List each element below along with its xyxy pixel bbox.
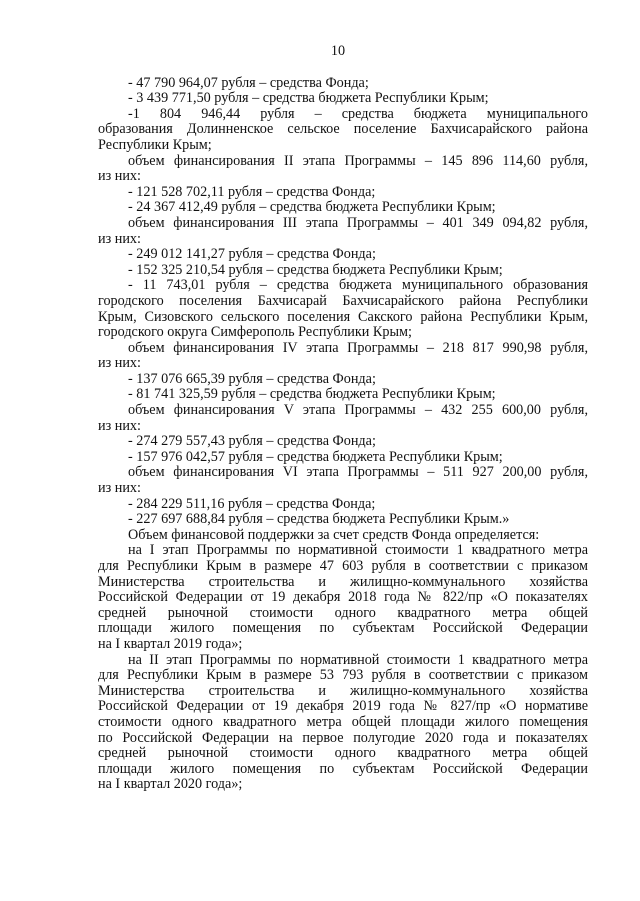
text-line: по Российской Федерации на первое полугодие 2020 года и показателях	[98, 729, 588, 746]
text-line: для Республики Крым в размере 47 603 рубля в соответствии с приказом	[98, 558, 588, 574]
text-line: образования Долинненское сельское поселение Бахчисарайского района	[98, 121, 588, 138]
body-text	[98, 76, 588, 793]
text-line: городского поселения Бахчисарай Бахчисарайского района Республики	[98, 292, 588, 309]
text-line: Министерства строительства и жилищно-коммунального хозяйства	[98, 573, 588, 590]
text-line: Российской Федерации от 19 декабря 2019 года № 827/пр «О нормативе	[98, 698, 588, 715]
text-line: - 137 076 665,39 рубля – средства Фонда;	[128, 370, 376, 387]
text-line: на I этап Программы по нормативной стоимости 1 квадратного метра	[128, 542, 588, 559]
text-line: - 284 229 511,16 рубля – средства Фонда;	[128, 495, 376, 512]
text-line: из них:	[98, 168, 141, 185]
text-line: -1 804 946,44 рубля – средства бюджета муниципального	[128, 105, 588, 122]
text-line: городского округа Симферополь Республики Крым;	[98, 324, 412, 341]
text-line: средней рыночной стоимости одного квадратного метра общей	[98, 604, 588, 621]
text-line: на I квартал 2019 года»;	[98, 635, 243, 652]
text-line: объем финансирования V этапа Программы – 432 255 600,00 рубля,	[128, 402, 588, 419]
text-line: из них:	[98, 230, 141, 247]
text-line: объем финансирования IV этапа Программы – 218 817 990,98 рубля,	[128, 339, 588, 356]
text-line: средней рыночной стоимости одного квадратного метра общей	[98, 745, 588, 762]
text-line: площади жилого помещения по субъектам Российской Федерации	[98, 620, 588, 637]
text-line: Республики Крым;	[98, 136, 212, 153]
text-line: стоимости одного квадратного метра общей площади жилого помещения	[98, 713, 588, 730]
page-number: 10	[330, 43, 346, 59]
text-line: из них:	[98, 480, 141, 497]
text-line: - 157 976 042,57 рубля – средства бюджета Республики Крым;	[128, 448, 503, 465]
text-line: - 24 367 412,49 рубля – средства бюджета Республики Крым;	[128, 199, 496, 216]
text-line: - 227 697 688,84 рубля – средства бюджета Республики Крым.»	[128, 511, 510, 528]
text-line: на I квартал 2020 года»;	[98, 776, 243, 793]
text-line: - 11 743,01 рубля – средства бюджета муниципального образования	[128, 277, 588, 294]
text-line: Крым, Сизовского сельского поселения Сакского района Республики Крым,	[98, 308, 588, 325]
text-line: площади жилого помещения по субъектам Российской Федерации	[98, 760, 588, 777]
text-line: - 274 279 557,43 рубля – средства Фонда;	[128, 433, 376, 450]
text-line: Российской Федерации от 19 декабря 2018 года № 822/пр «О показателях	[98, 589, 588, 606]
text-line: для Республики Крым в размере 53 793 рубля в соответствии с приказом	[98, 667, 588, 684]
text-line: - 3 439 771,50 рубля – средства бюджета Республики Крым;	[128, 90, 489, 107]
text-line: Министерства строительства и жилищно-коммунального хозяйства	[98, 682, 588, 699]
text-line: - 249 012 141,27 рубля – средства Фонда;	[128, 246, 376, 263]
text-line: объем финансирования VI этапа Программы – 511 927 200,00 рубля,	[128, 464, 588, 481]
text-line: на II этап Программы по нормативной стоимости 1 квадратного метра	[128, 651, 588, 668]
text-line: - 81 741 325,59 рубля – средства бюджета Республики Крым;	[128, 386, 496, 403]
text-line: объем финансирования II этапа Программы – 145 896 114,60 рубля,	[128, 152, 588, 169]
text-line: Объем финансовой поддержки за счет средств Фонда определяется:	[128, 526, 540, 543]
text-line: из них:	[98, 417, 141, 434]
text-line: - 121 528 702,11 рубля – средства Фонда;	[128, 183, 376, 200]
text-line: объем финансирования III этапа Программы – 401 349 094,82 рубля,	[128, 214, 588, 231]
text-line: из них:	[98, 355, 141, 372]
text-line: - 152 325 210,54 рубля – средства бюджета Республики Крым;	[128, 261, 503, 278]
text-line: - 47 790 964,07 рубля – средства Фонда;	[128, 74, 369, 91]
